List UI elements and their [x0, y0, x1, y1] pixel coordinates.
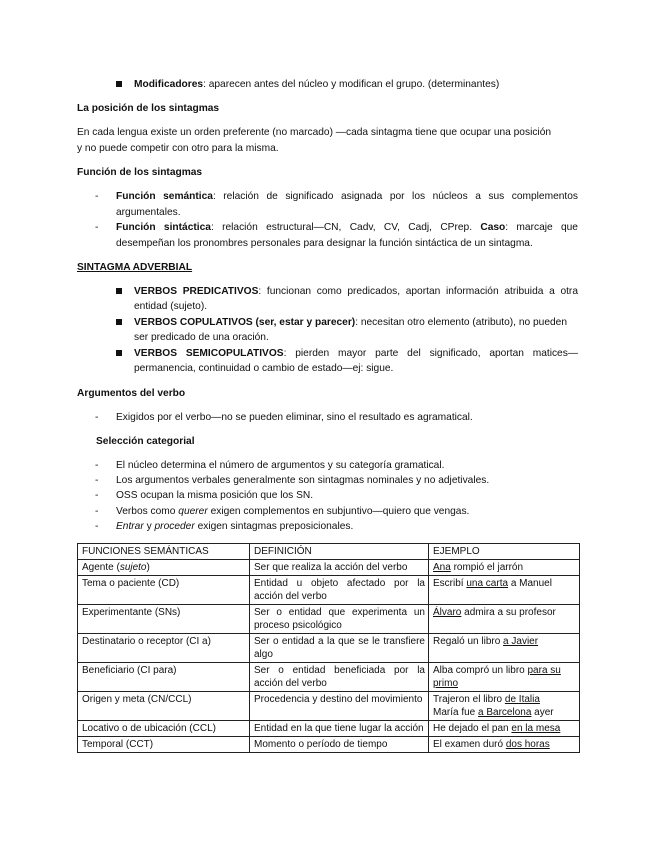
- table-cell-example: [429, 737, 580, 753]
- example-underlined: a Barcelona: [478, 707, 532, 718]
- table-cell-function: Locativo o de ubicación (CCL): [78, 721, 250, 737]
- table-cell-function: Tema o paciente (CD): [78, 576, 250, 605]
- item4-post: exigen complementos en subjuntivo—quiero que vengas.: [207, 506, 470, 517]
- example-underlined: para su primo: [433, 665, 561, 689]
- table-cell-function: Beneficiario (CI para): [78, 663, 250, 692]
- table-row: [78, 721, 580, 737]
- dash-bullet-icon: -: [95, 191, 99, 202]
- predicativos-term: VERBOS PREDICATIVOS: [134, 286, 259, 297]
- table-cell-example: [429, 692, 580, 721]
- semicopulativos-text: : pierden mayor parte del significado, aportan matices—: [283, 348, 578, 359]
- funcion-semantica-term: Función semántica: [116, 191, 213, 202]
- square-bullet-icon: [116, 350, 122, 356]
- funcion-heading: Función de los sintagmas: [77, 167, 203, 178]
- table-cell-example: [429, 605, 580, 634]
- caso-term: Caso: [480, 222, 506, 233]
- example-underlined: una carta: [466, 578, 509, 589]
- table-row: [78, 663, 580, 692]
- table-cell-example: [429, 721, 580, 737]
- seleccion-item-3: OSS ocupan la misma posición que los SN.: [116, 490, 314, 501]
- example-text: Regaló un libro: [433, 636, 504, 647]
- funcion-semantica-line-1: [116, 189, 578, 204]
- seleccion-heading: Selección categorial: [96, 436, 195, 447]
- dash-bullet-icon: -: [95, 506, 99, 517]
- semicopulativos-term: VERBOS SEMICOPULATIVOS: [134, 348, 284, 359]
- func-em: sujeto: [119, 562, 147, 573]
- example-text: rompió el jarrón: [450, 562, 524, 573]
- funcion-sintactica-line-2: desempeñan los pronombres personales para designar la función sintáctica de un sintagma.: [116, 238, 533, 249]
- copulativos-line-1: [134, 315, 567, 330]
- table-header: DEFINICIÓN: [250, 544, 429, 560]
- posicion-line-1: En cada lengua existe un orden preferente (no marcado) —cada sintagma tiene que ocupar una posición: [77, 127, 552, 138]
- table-cell-function: Destinatario o receptor (CI a): [78, 634, 250, 663]
- table-cell-definition: Ser o entidad beneficiada por la acción del verbo: [250, 663, 429, 692]
- table-cell-example: [429, 634, 580, 663]
- item5-em2: proceder: [154, 521, 195, 532]
- table-cell-example: [429, 576, 580, 605]
- modificadores-text: : aparecen antes del núcleo y modifican el grupo. (determinantes): [203, 79, 500, 90]
- example-underlined: de Italia: [504, 694, 540, 705]
- modificadores-term: Modificadores: [134, 79, 204, 90]
- square-bullet-icon: [116, 81, 122, 87]
- example-underlined: a Javier: [503, 636, 539, 647]
- dash-bullet-icon: -: [95, 222, 99, 233]
- func-text: Agente (: [82, 562, 120, 573]
- example-text: El examen duró: [433, 739, 506, 750]
- predicativos-line-1: [134, 284, 578, 299]
- table-row: [78, 605, 580, 634]
- table-cell-definition: Entidad u objeto afectado por la acción del verbo: [250, 576, 429, 605]
- item5-post: exigen sintagmas preposicionales.: [194, 521, 354, 532]
- table-cell-definition: Ser que realiza la acción del verbo: [250, 560, 429, 576]
- example-text: a Manuel: [508, 578, 552, 589]
- semicopulativos-line-1: [134, 346, 578, 361]
- example-underlined: en la mesa: [511, 723, 561, 734]
- semicopulativos-line-2: permanencia, continuidad o cambio de estado—ej: sigue.: [134, 363, 394, 374]
- table-cell-example: [429, 663, 580, 692]
- func-text: ): [146, 562, 150, 573]
- modificadores-line: [134, 77, 499, 92]
- square-bullet-icon: [116, 288, 122, 294]
- dash-bullet-icon: -: [95, 460, 99, 471]
- table-cell-definition: Momento o período de tiempo: [250, 737, 429, 753]
- predicativos-line-2: entidad (sujeto).: [134, 301, 208, 312]
- seleccion-item-1: El núcleo determina el número de argumentos y su categoría gramatical.: [116, 460, 445, 471]
- dash-bullet-icon: -: [95, 490, 99, 501]
- funcion-sintactica-term: Función sintáctica: [116, 222, 211, 233]
- table-cell-definition: Procedencia y destino del movimiento: [250, 692, 429, 721]
- table-cell-definition: Ser o entidad a la que se le transfiere algo: [250, 634, 429, 663]
- dash-bullet-icon: -: [95, 521, 99, 532]
- table-row: [78, 737, 580, 753]
- square-bullet-icon: [116, 319, 122, 325]
- example-text: Escribí: [433, 578, 467, 589]
- example-underlined: Ana: [433, 562, 451, 573]
- copulativos-line-2: ser predicado de una oración.: [134, 332, 269, 343]
- item4-em: querer: [178, 506, 208, 517]
- table-row: [78, 560, 580, 576]
- posicion-line-2: y no puede competir con otro para la misma.: [77, 143, 279, 154]
- table-header: EJEMPLO: [429, 544, 580, 560]
- seleccion-item-5: [116, 519, 353, 534]
- funcion-sintactica-line-1: [116, 220, 578, 235]
- table-cell-example: [429, 560, 580, 576]
- table-row: [78, 692, 580, 721]
- item5-mid: y: [143, 521, 155, 532]
- adverbial-heading: SINTAGMA ADVERBIAL: [77, 262, 193, 273]
- example-underlined: Álvaro: [433, 607, 462, 618]
- table-cell-function: Experimentante (SNs): [78, 605, 250, 634]
- table-cell-definition: Ser o entidad que experimenta un proceso psicológico: [250, 605, 429, 634]
- funcion-semantica-text: : relación de significado asignada por los núcleos a sus complementos: [212, 191, 578, 202]
- table-cell-function: Origen y meta (CN/CCL): [78, 692, 250, 721]
- item4-pre: Verbos como: [116, 506, 179, 517]
- example-text: Trajeron el libro: [433, 694, 505, 705]
- table-header-row: [78, 544, 580, 560]
- semantic-functions-table: [77, 543, 580, 753]
- seleccion-item-2: Los argumentos verbales generalmente son sintagmas nominales y no adjetivales.: [116, 475, 490, 486]
- example-text: Alba compró un libro: [433, 665, 528, 676]
- example-text: admira a su profesor: [461, 607, 556, 618]
- seleccion-item-4: [116, 504, 469, 519]
- argumentos-item: Exigidos por el verbo—no se pueden eliminar, sino el resultado es agramatical.: [116, 412, 473, 423]
- table-row: [78, 576, 580, 605]
- example-text: María fue: [433, 707, 479, 718]
- example-underlined: dos horas: [505, 739, 550, 750]
- argumentos-heading: Argumentos del verbo: [77, 388, 186, 399]
- dash-bullet-icon: -: [95, 412, 99, 423]
- example-text: ayer: [531, 707, 554, 718]
- funcion-sintactica-text: : relación estructural—CN, Cadv, CV, Cadj, CPrep.: [210, 222, 481, 233]
- example-text: He dejado el pan: [433, 723, 512, 734]
- copulativos-text: : necesitan otro elemento (atributo), no pueden: [355, 317, 567, 328]
- posicion-heading: La posición de los sintagmas: [77, 103, 220, 114]
- table-cell-function: [78, 560, 250, 576]
- table-cell-function: Temporal (CCT): [78, 737, 250, 753]
- predicativos-text: : funcionan como predicados, aportan información atribuida a otra: [258, 286, 578, 297]
- funcion-semantica-line-2: argumentales.: [116, 207, 181, 218]
- table-cell-definition: Entidad en la que tiene lugar la acción: [250, 721, 429, 737]
- table-header: FUNCIONES SEMÁNTICAS: [78, 544, 250, 560]
- dash-bullet-icon: -: [95, 475, 99, 486]
- table-row: [78, 634, 580, 663]
- item5-em1: Entrar: [116, 521, 144, 532]
- caso-text: : marcaje que: [505, 222, 578, 233]
- copulativos-term: VERBOS COPULATIVOS (ser, estar y parecer): [134, 317, 356, 328]
